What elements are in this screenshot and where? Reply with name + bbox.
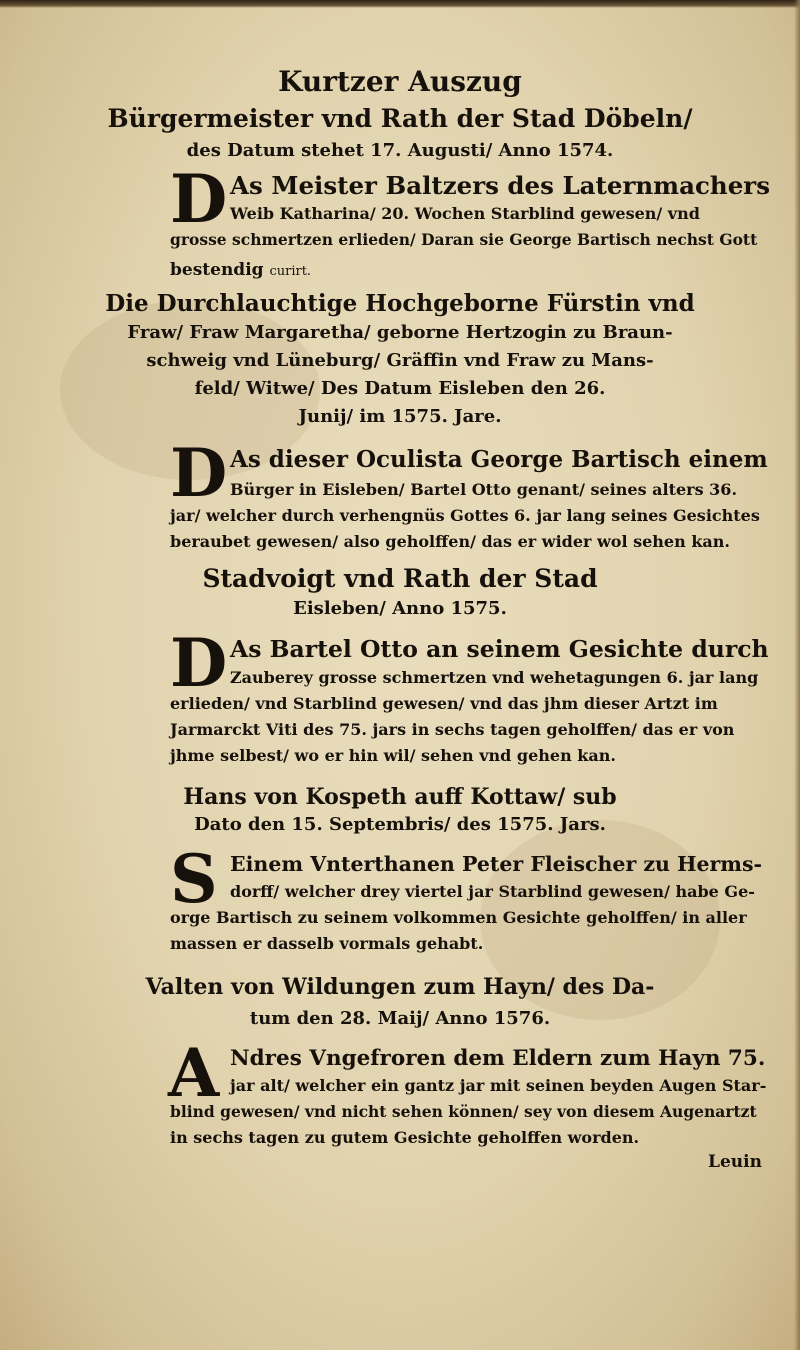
body-text-line: jar/ welcher durch verhengnüs Gottes 6. jar lang seines Gesichtes (170, 506, 760, 525)
body-text-line: erlieden/ vnd Starblind gewesen/ vnd das jhm dieser Artzt im (170, 694, 718, 713)
section-heading-line: schweig vnd Lüneburg/ Gräffin vnd Fraw zu Mans- (146, 350, 654, 371)
body-text-line: blind gewesen/ vnd nicht sehen können/ sey von diesem Augenartzt (170, 1102, 757, 1121)
body-text-line: Weib Katharina/ 20. Wochen Starblind gewesen/ vnd (230, 204, 700, 223)
page-edge-right (794, 0, 800, 1350)
catchword: Leuin (708, 1152, 762, 1172)
body-text-latin: curirt. (269, 264, 312, 279)
body-text-line: As Bartel Otto an seinem Gesichte durch (230, 635, 769, 663)
body-text-line: Zauberey grosse schmertzen vnd wehetagungen 6. jar lang (230, 668, 759, 687)
section-heading-line: Eisleben/ Anno 1575. (293, 598, 507, 619)
body-text-line: massen er dasselb vormals gehabt. (170, 934, 484, 953)
drop-capital: D (170, 434, 228, 512)
section-heading-line: feld/ Witwe/ Des Datum Eisleben den 26. (194, 378, 606, 399)
drop-capital: S (170, 840, 218, 918)
body-text-line: As Meister Baltzers des Laternmachers (230, 171, 771, 200)
body-text-line (170, 262, 311, 279)
section-heading-line: Junij/ im 1575. Jare. (298, 406, 502, 427)
section-heading-line: Dato den 15. Septembris/ des 1575. Jars. (194, 814, 606, 835)
body-text-line: grosse schmertzen erlieden/ Daran sie George Bartisch nechst Gott (170, 230, 758, 249)
drop-capital: A (168, 1034, 220, 1112)
section-heading-line: Fraw/ Fraw Margaretha/ geborne Hertzogin zu Braun- (127, 322, 673, 343)
body-text-line: Bürger in Eisleben/ Bartel Otto genant/ seines alters 36. (230, 480, 738, 499)
body-text-line: orge Bartisch zu seinem volkommen Gesichte geholffen/ in aller (170, 908, 747, 927)
body-text-line: beraubet gewesen/ also geholffen/ das er wider wol sehen kan. (170, 532, 730, 551)
section-heading-line: Hans von Kospeth auff Kottaw/ sub (183, 784, 617, 810)
section-heading-line: Kurtzer Auszug (278, 65, 522, 98)
section-heading-line: Bürgermeister vnd Rath der Stad Döbeln/ (107, 104, 693, 133)
section-heading-line: Die Durchlauchtige Hochgeborne Fürstin vnd (105, 290, 695, 317)
section-heading-line: des Datum stehet 17. Augusti/ Anno 1574. (186, 140, 614, 161)
section-heading-line: Valten von Wildungen zum Hayn/ des Da- (145, 974, 655, 1000)
body-text-word: bestendig (170, 260, 264, 280)
body-text-line: in sechs tagen zu gutem Gesichte geholffen worden. (170, 1128, 640, 1147)
section-heading-line: tum den 28. Maij/ Anno 1576. (249, 1008, 551, 1029)
body-text-line: Ndres Vngefroren dem Eldern zum Hayn 75. (230, 1046, 766, 1071)
body-text-line: Jarmarckt Viti des 75. jars in sechs tagen geholffen/ das er von (170, 720, 735, 739)
body-text-line: jar alt/ welcher ein gantz jar mit seinen beyden Augen Star- (230, 1076, 767, 1095)
body-text-line: dorff/ welcher drey viertel jar Starblind gewesen/ habe Ge- (230, 882, 755, 901)
drop-capital: D (170, 160, 228, 238)
drop-capital: D (170, 624, 228, 702)
section-heading-line: Stadvoigt vnd Rath der Stad (202, 564, 598, 593)
body-text-line: jhme selbest/ wo er hin wil/ sehen vnd gehen kan. (170, 746, 616, 765)
body-text-line: Einem Vnterthanen Peter Fleischer zu Herms- (230, 852, 763, 876)
body-text-line: As dieser Oculista George Bartisch einem (230, 446, 768, 473)
page-edge-shadow (0, 0, 800, 8)
